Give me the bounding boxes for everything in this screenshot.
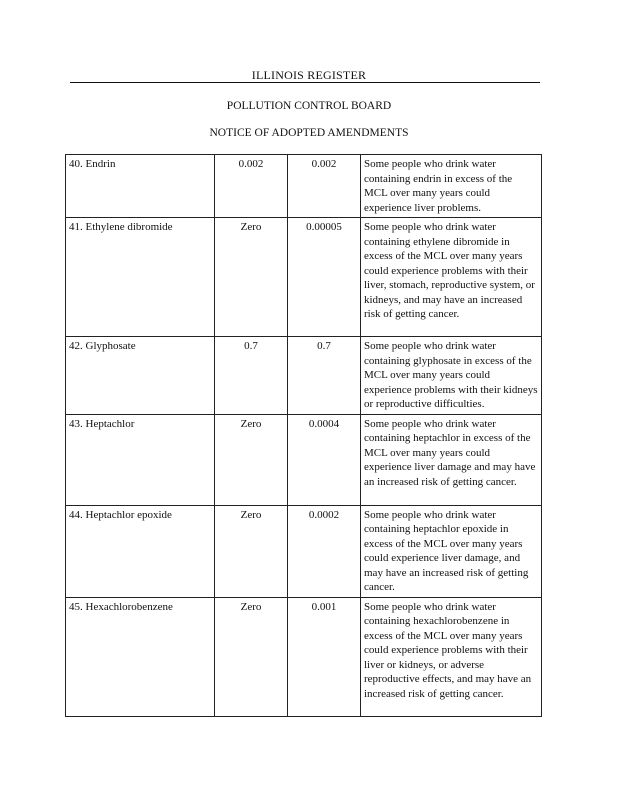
- mclg-value: 0.002: [215, 155, 288, 218]
- mcl-value: 0.001: [288, 597, 361, 716]
- health-effect: Some people who drink water containing endrin in excess of the MCL over many years could experience liver problems.: [361, 155, 542, 218]
- mclg-value: Zero: [215, 505, 288, 597]
- contaminant-name: 45. Hexachlorobenzene: [66, 597, 215, 716]
- notice-title: NOTICE OF ADOPTED AMENDMENTS: [209, 127, 409, 139]
- table-row: [66, 218, 542, 337]
- mcl-value: 0.00005: [288, 218, 361, 337]
- mclg-value: Zero: [215, 414, 288, 505]
- mclg-value: 0.7: [215, 337, 288, 415]
- contaminant-name: 40. Endrin: [66, 155, 215, 218]
- mcl-value: 0.0002: [288, 505, 361, 597]
- mcl-value: 0.7: [288, 337, 361, 415]
- register-title: ILLINOIS REGISTER: [251, 68, 367, 82]
- table-row: [66, 155, 542, 218]
- contaminant-name: 41. Ethylene dibromide: [66, 218, 215, 337]
- table-row: [66, 414, 542, 505]
- health-effect: Some people who drink water containing glyphosate in excess of the MCL over many years could experience problems with their kidneys or reproductive difficulties.: [361, 337, 542, 415]
- board-name: POLLUTION CONTROL BOARD: [226, 100, 392, 112]
- header-divider: [70, 82, 540, 83]
- table-row: [66, 597, 542, 716]
- mclg-value: Zero: [215, 597, 288, 716]
- health-effect: Some people who drink water containing ethylene dibromide in excess of the MCL over many years could experience problems with their liver, stomach, reproductive system, or kidneys, and may have an increased risk of getting cancer.: [361, 218, 542, 337]
- mcl-value: 0.0004: [288, 414, 361, 505]
- table-row: [66, 505, 542, 597]
- health-effect: Some people who drink water containing heptachlor epoxide in excess of the MCL over many years could experience liver damage, and may have an increased risk of getting cancer.: [361, 505, 542, 597]
- health-effect: Some people who drink water containing hexachlorobenzene in excess of the MCL over many years could experience problems with their liver or kidneys, or adverse reproductive effects, and may have an increased risk of getting cancer.: [361, 597, 542, 716]
- contaminant-table: [65, 154, 542, 717]
- table-row: [66, 337, 542, 415]
- contaminant-name: 42. Glyphosate: [66, 337, 215, 415]
- contaminant-name: 43. Heptachlor: [66, 414, 215, 505]
- mcl-value: 0.002: [288, 155, 361, 218]
- mclg-value: Zero: [215, 218, 288, 337]
- health-effect: Some people who drink water containing heptachlor in excess of the MCL over many years could experience liver damage and may have an increased risk of getting cancer.: [361, 414, 542, 505]
- contaminant-name: 44. Heptachlor epoxide: [66, 505, 215, 597]
